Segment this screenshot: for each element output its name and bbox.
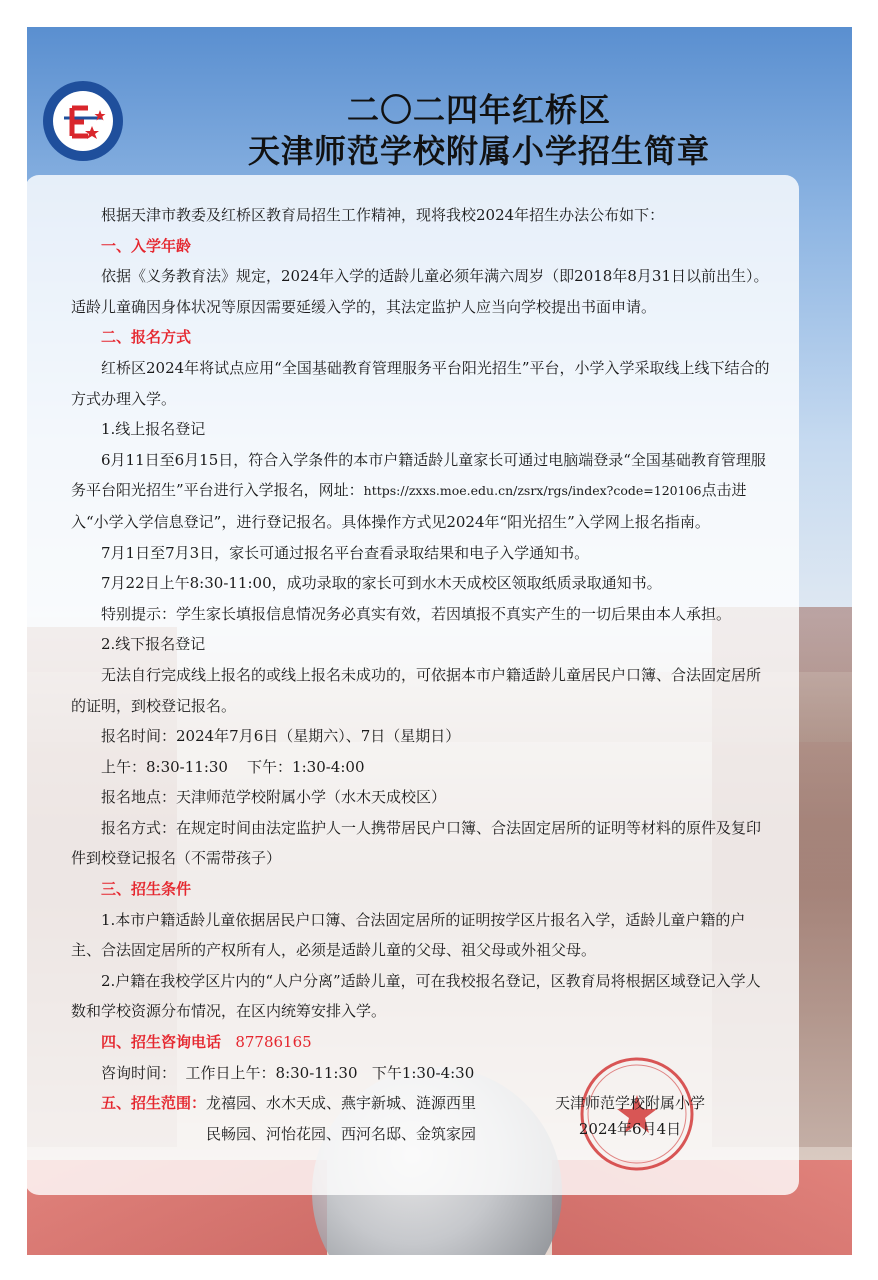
registration-method: 报名方式：在规定时间由法定监护人一人携带居民户口簿、合法固定居所的证明等材料的原件及复印件到校登记报名（不需带孩子）: [71, 818, 762, 868]
signature-school: 天津师范学校附属小学: [554, 1094, 705, 1112]
offline-registration-title: 2.线下报名登记: [101, 635, 206, 654]
age-paragraph: 依据《义务教育法》规定，2024年入学的适龄儿童必须年满六周岁（即2018年8月31日以前出生）。适龄儿童确因身体状况等原因需要延缓入学的，其法定监护人应当向学校提出书面申请。: [71, 267, 769, 316]
title-line-2: 天津师范学校附属小学招生简章: [247, 132, 710, 170]
signature-date: 2024年6月4日: [578, 1120, 682, 1138]
condition-item-2: 2.户籍在我校学区片内的“人户分离”适龄儿童，可在我校报名登记，区教育局将根据区域登记入学人数和学校资源分布情况，在区内统筹安排入学。: [71, 971, 761, 1021]
method-paragraph: 红桥区2024年将试点应用“全国基础教育管理服务平台阳光招生”平台，小学入学采取线上线下结合的方式办理入学。: [71, 358, 770, 408]
registration-url-link[interactable]: https://zxxs.moe.edu.cn/zsrx/rgs/index?code=120106: [363, 483, 702, 499]
notice-paragraph: 7月22日上午8:30-11:00，成功录取的家长可到水木天成校区领取纸质录取通知书。: [101, 574, 662, 593]
consult-hours: 咨询时间： 工作日上午：8:30-11:30 下午1:30-4:30: [101, 1063, 475, 1082]
section-heading-conditions: 三、招生条件: [101, 880, 192, 899]
range-line-1: 龙禧园、水木天成、燕宇新城、涟源西里: [206, 1094, 477, 1113]
intro-paragraph: 根据天津市教委及红桥区教育局招生工作精神，现将我校2024年招生办法公布如下：: [101, 206, 665, 224]
result-paragraph: 7月1日至7月3日，家长可通过报名平台查看录取结果和电子入学通知书。: [101, 543, 590, 562]
section-heading-age: 一、入学年龄: [101, 236, 192, 255]
school-logo-icon: [42, 80, 124, 162]
online-registration-paragraph: 6月11日至6月15日，符合入学条件的本市户籍适龄儿童家长可通过电脑端登录“全国基础教育管理服务平台阳光招生”平台进行入学报名，网址：https://zxxs.moe.edu.cn/zsrx/rgs/index?code=120106点击进入“小学入学信息登记”，进行登记报名。具体操作方式见2024年“阳光招生”入学网上报名指南。: [71, 450, 766, 531]
signature-block: [530, 1090, 730, 1142]
registration-time: 报名时间：2024年7月6日（星期六）、7日（星期日）: [101, 727, 461, 746]
range-line-2: 民畅园、河怡花园、西河名邸、金筑家园: [206, 1124, 477, 1143]
range-areas: [206, 1088, 476, 1149]
online-registration-title: 1.线上报名登记: [101, 420, 206, 439]
registration-place: 报名地点：天津师范学校附属小学（水木天成校区）: [101, 788, 447, 807]
registration-hours: 上午：8:30-11:30 下午：1:30-4:00: [101, 757, 365, 776]
section-heading-range: 五、招生范围：: [101, 1094, 207, 1113]
condition-item-1: 1.本市户籍适龄儿童依据居民户口簿、合法固定居所的证明按学区片报名入学，适龄儿童户籍的户主、合法固定居所的产权所有人，必须是适龄儿童的父母、祖父母或外祖父母。: [71, 910, 746, 960]
special-tip-paragraph: 特别提示：学生家长填报信息情况务必真实有效，若因填报不真实产生的一切后果由本人承担。: [101, 604, 732, 623]
section-heading-phone: 四、招生咨询电话 87786165: [101, 1033, 312, 1052]
section-heading-method: 二、报名方式: [101, 328, 192, 347]
title-line-1: 二〇二四年红桥区: [346, 91, 611, 129]
consult-phone-number: 87786165: [235, 1033, 312, 1052]
admission-content: [71, 200, 771, 1149]
page-title: [120, 90, 838, 172]
offline-registration-paragraph: 无法自行完成线上报名的或线上报名未成功的，可依据本市户籍适龄儿童居民户口簿、合法固定居所的证明，到校登记报名。: [71, 665, 762, 715]
